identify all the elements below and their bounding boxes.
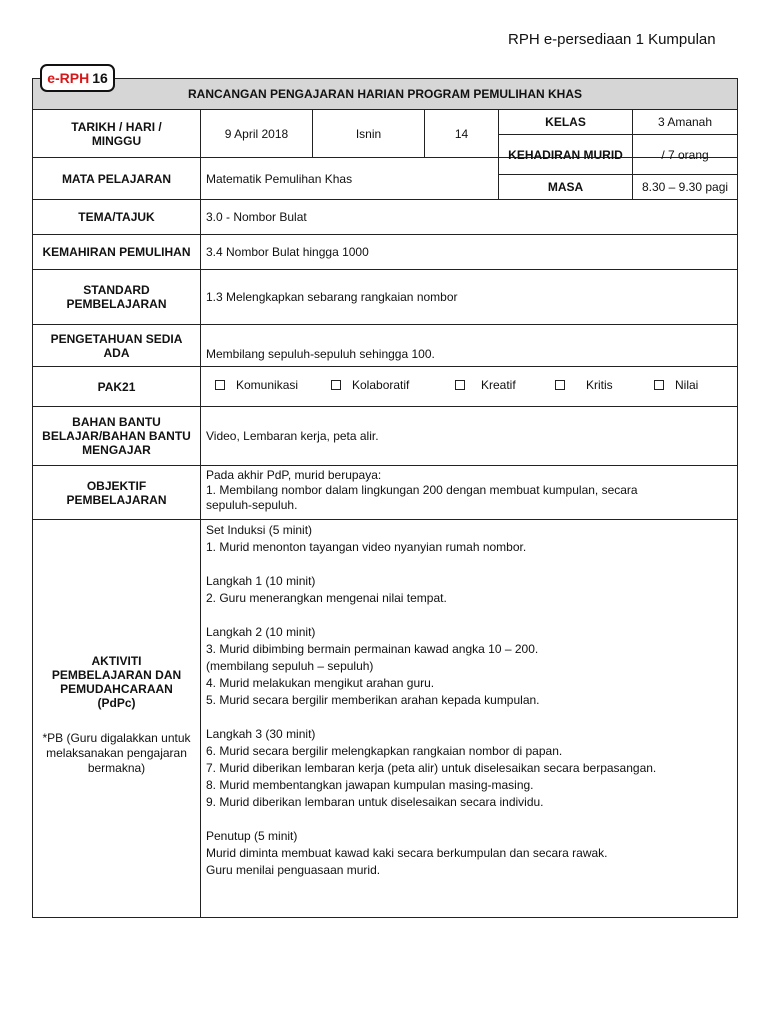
rph-badge [40,64,115,92]
aktiviti-text: Set Induksi (5 minit) 1. Murid menonton tayangan video nyanyian rumah nombor. Langkah 1 (10 minit) 2. Guru menerangkan mengenai nilai tempat. Langkah 2 (10 minit) 3. Murid dibimbing bermain permainan kawad angka 10 – 200. (membilang sepuluh – sepuluh) 4. Murid melakukan mengikut arahan guru. 5. Murid secara bergilir memberikan arahan kepada kumpulan. Langkah 3 (30 minit) 6. Murid secara bergilir melengkapkan rangkaian nombor di papan. 7. Murid diberikan lembaran kerja (peta alir) untuk diselesaikan secara berpasangan. 8. Murid membentangkan jawapan kumpulan masing-masing. 9. Murid diberikan lembaran untuk diselesaikan secara individu. Penutup (5 minit) Murid diminta membuat kawad kaki secara berkumpulan dan secara rawak. Guru menilai penguasaan murid. [206,523,657,877]
kehadiran-value: / 7 orang [661,147,709,162]
checkbox-icon [215,380,225,390]
standard-label: STANDARD PEMBELAJARAN [66,283,167,311]
lesson-plan-table [32,78,738,918]
checkbox-icon [555,380,565,390]
pak21-option-komunikasi[interactable]: Komunikasi [215,378,298,392]
kelas-label: KELAS [545,115,586,129]
tarikh-label: TARIKH / HARI / MINGGU [71,119,162,148]
masa-label: MASA [547,180,584,194]
kemahiran-value: 3.4 Nombor Bulat hingga 1000 [206,245,369,259]
badge-prefix: e-RPH [47,70,90,86]
hari-value: Isnin [355,126,382,141]
document-header: RPH e-persediaan 1 Kumpulan [508,31,716,48]
checkbox-icon [654,380,664,390]
checkbox-icon [455,380,465,390]
bahan-value: Video, Lembaran kerja, peta alir. [206,429,379,443]
badge-number: 16 [92,70,108,86]
kelas-value: 3 Amanah [657,115,713,129]
masa-value: 8.30 – 9.30 pagi [641,180,729,194]
pak21-option-kritis[interactable]: Kritis [555,378,613,392]
mata-value: Matematik Pemulihan Khas [206,171,353,186]
table-title: RANCANGAN PENGAJARAN HARIAN PROGRAM PEMULIHAN KHAS [33,79,737,110]
aktiviti-note: *PB (Guru digalakkan untuk melaksanakan pengajaran bermakna) [42,731,191,775]
objektif-text: Pada akhir PdP, murid berupaya: 1. Membilang nombor dalam lingkungan 200 dengan membuat kumpulan, secara sepuluh-sepuluh. [206,468,638,512]
tema-value: 3.0 - Nombor Bulat [206,210,307,224]
pengetahuan-label: PENGETAHUAN SEDIA ADA [50,331,183,360]
pak21-label: PAK21 [97,379,136,394]
objektif-label: OBJEKTIF PEMBELAJARAN [66,478,167,507]
pak21-option-kolaboratif[interactable]: Kolaboratif [331,378,409,392]
pengetahuan-value: Membilang sepuluh-sepuluh sehingga 100. [206,346,435,361]
minggu-value: 14 [454,126,469,141]
bahan-label: BAHAN BANTU BELAJAR/BAHAN BANTU MENGAJAR [42,415,191,457]
mata-label: MATA PELAJARAN [61,171,172,186]
kehadiran-label: KEHADIRAN MURID [508,147,623,162]
aktiviti-label: AKTIVITI PEMBELAJARAN DAN PEMUDAHCARAAN (PdPc) [51,654,182,710]
pak21-option-nilai[interactable]: Nilai [654,378,698,392]
standard-value: 1.3 Melengkapkan sebarang rangkaian nombor [206,290,458,304]
tema-label: TEMA/TAJUK [78,210,155,224]
tarikh-value: 9 April 2018 [224,126,289,141]
kemahiran-label: KEMAHIRAN PEMULIHAN [42,245,191,259]
checkbox-icon [331,380,341,390]
pak21-option-kreatif[interactable]: Kreatif [455,378,516,392]
